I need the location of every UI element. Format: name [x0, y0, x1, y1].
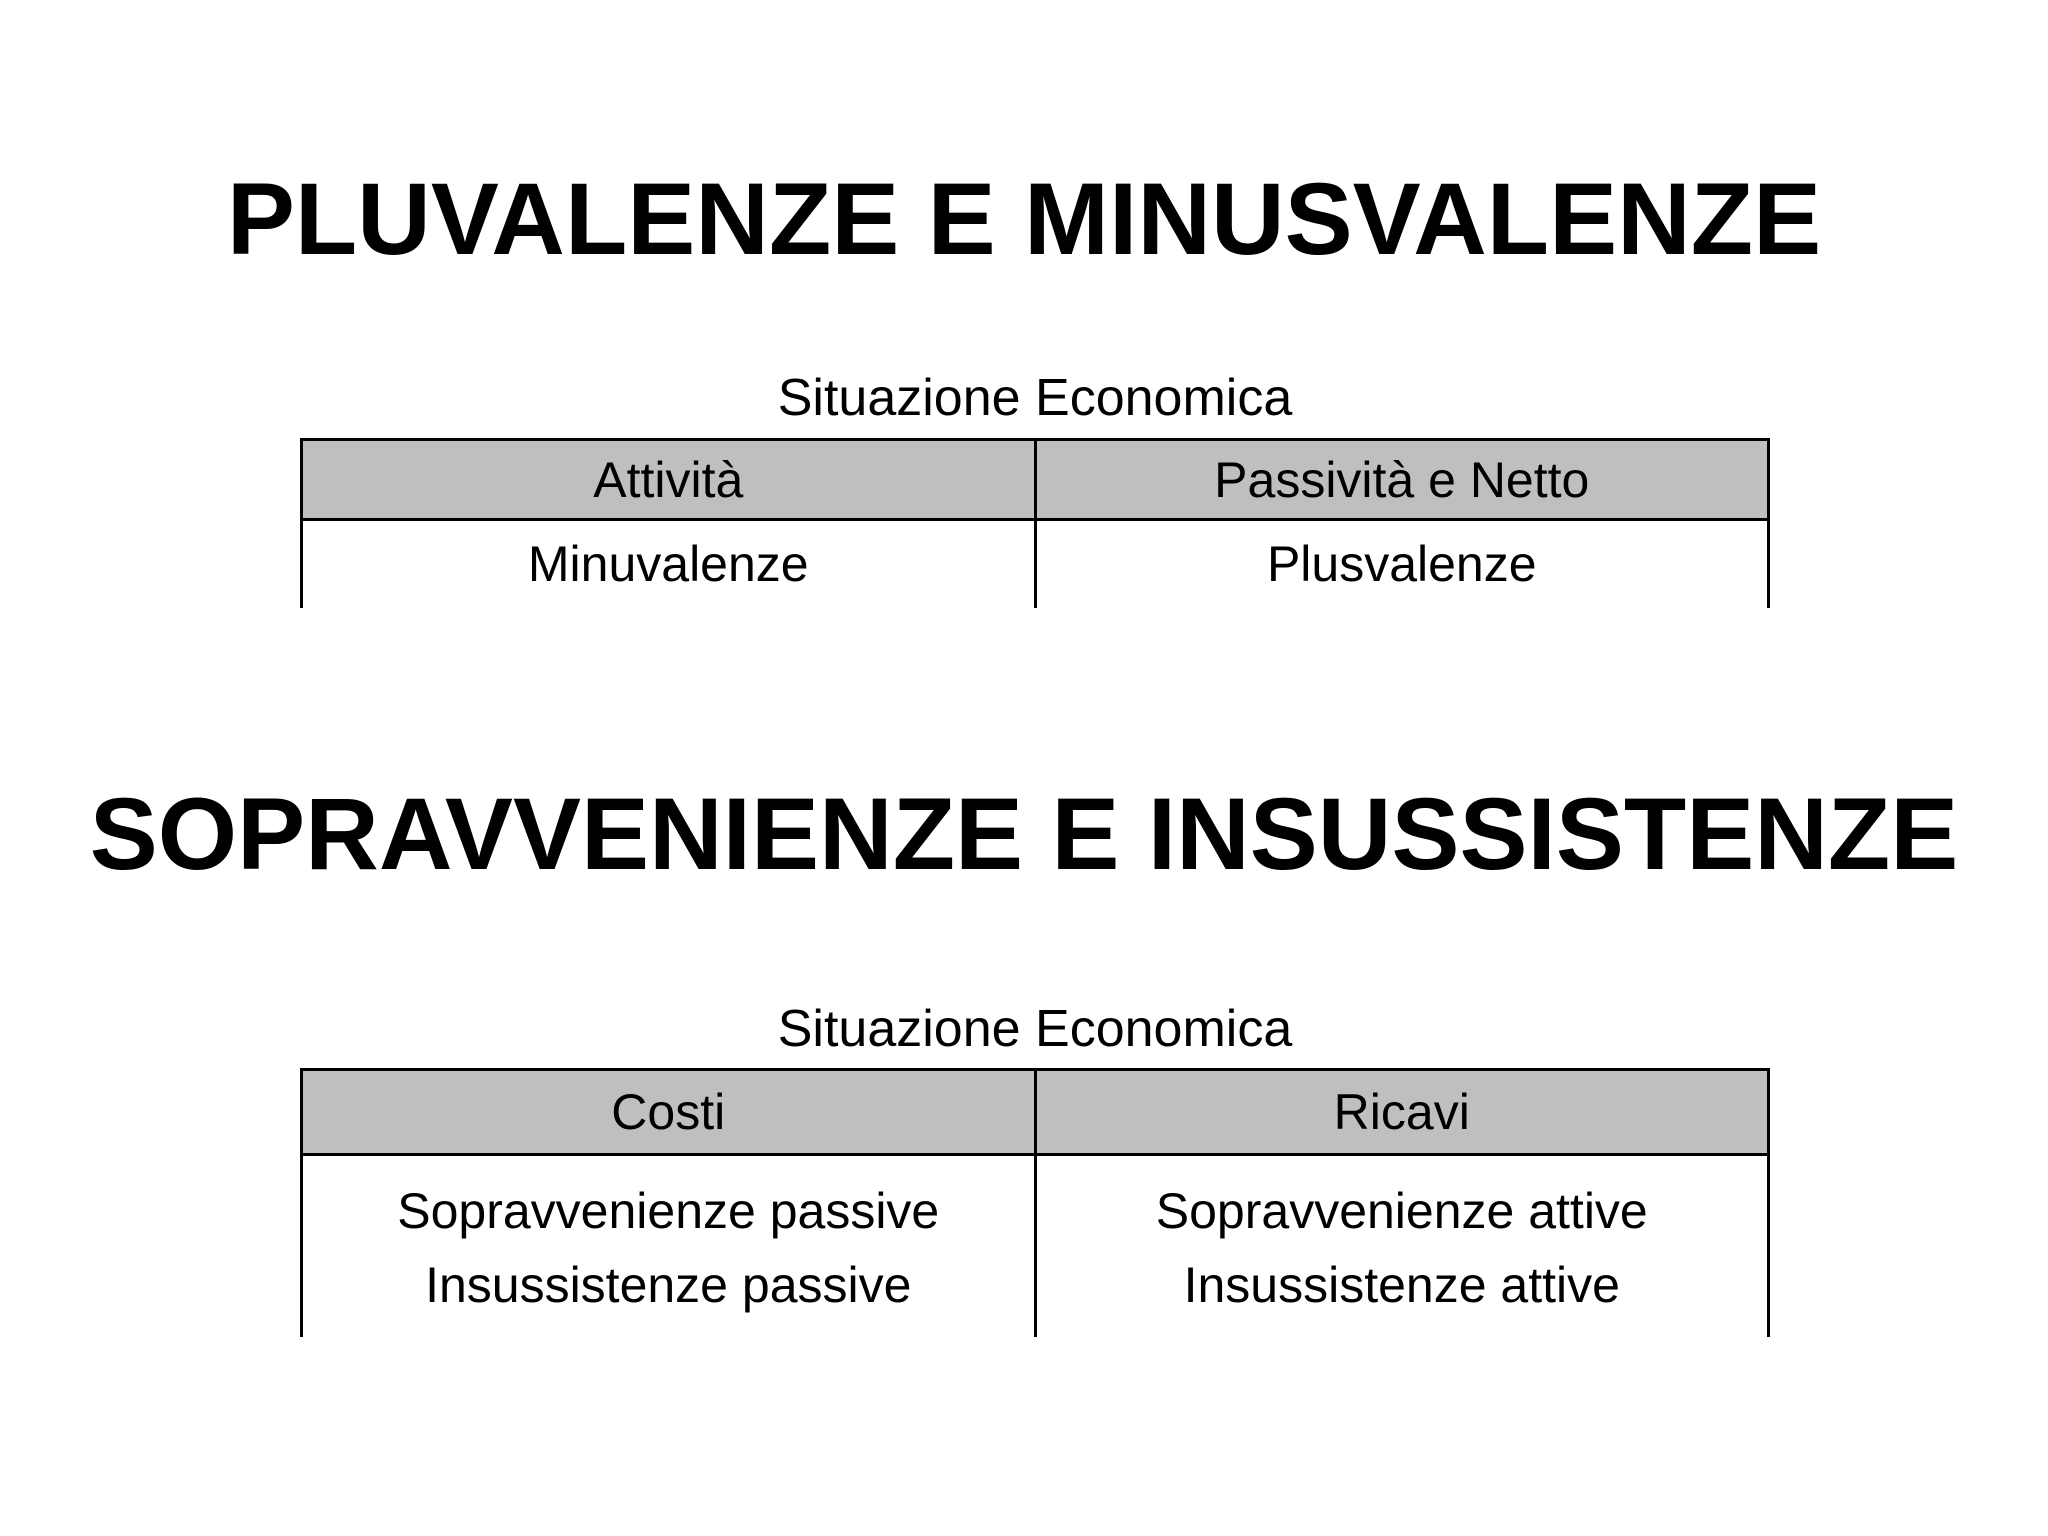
t-account-entry: Insussistenze attive — [1183, 1257, 1620, 1313]
t-account-header-row — [300, 1068, 1770, 1156]
t-account-body — [300, 521, 1770, 608]
t-account-entry: Plusvalenze — [1266, 536, 1537, 592]
account-caption: Situazione Economica — [777, 1000, 1293, 1058]
t-account-table — [300, 438, 1770, 608]
t-account-body — [300, 1156, 1770, 1337]
t-account-entry: Sopravvenienze passive — [397, 1183, 940, 1239]
t-account-right-header: Passività e Netto — [1214, 451, 1590, 508]
t-account-entry: Minuvalenze — [527, 536, 809, 592]
t-account-left-header: Costi — [303, 1071, 1037, 1153]
t-account-right-column — [1037, 521, 1768, 608]
t-account-entry: Insussistenze passive — [425, 1257, 912, 1313]
t-account-left-column — [303, 521, 1037, 608]
t-account-table — [300, 1068, 1770, 1337]
account-caption: Situazione Economica — [777, 369, 1293, 427]
t-account-header-row — [300, 438, 1770, 521]
t-account-left-header: Attività — [303, 441, 1037, 518]
t-account-right-header: Ricavi — [1333, 1084, 1470, 1140]
t-account-entry: Sopravvenienze attive — [1155, 1183, 1648, 1239]
section-heading-plusvalenze: PLUVALENZE E MINUSVALENZE — [226, 162, 1822, 276]
t-account-left-column — [303, 1156, 1037, 1337]
t-account-right-column — [1037, 1156, 1768, 1337]
section-heading-sopravvenienze: SOPRAVVENIENZE E INSUSSISTENZE — [89, 777, 1959, 891]
